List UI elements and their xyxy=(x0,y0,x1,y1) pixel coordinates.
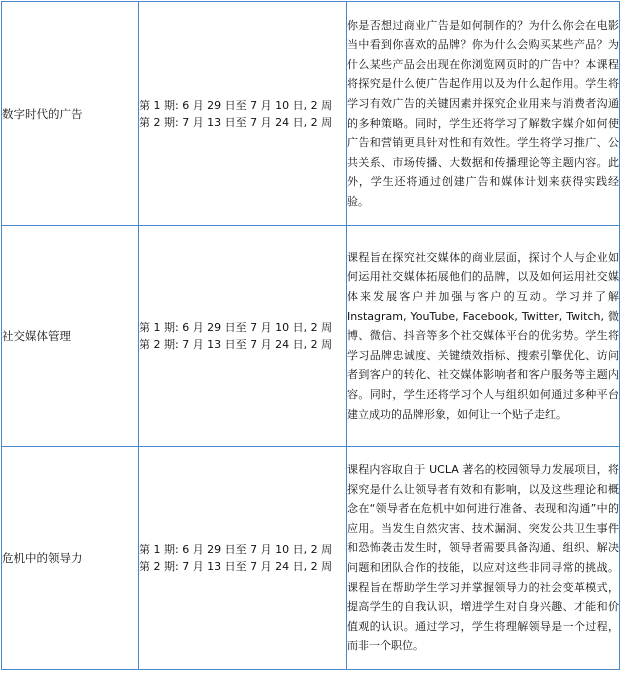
course-description: 课程旨在探究社交媒体的商业层面，探讨个人与企业如何运用社交媒体拓展他们的品牌，以及如何运用社交媒体来发展客户并加强与客户的互动。学习并了解 Instagram, YouTube, Facebook, Twitter, Twitch, 微博、微信、抖音等多个社交媒体平台的优劣势。学生将学习品牌忠诚度、关键绩效指标、搜索引擎优化、访问者到客户的转化、社交媒体影响者和客户服务等主题内容。同时，学生还将学习个人与组织如何通过多种平台建立成功的品牌形象，如何让一个贴子走红。 xyxy=(347,226,620,447)
course-name: 危机中的领导力 xyxy=(2,447,139,670)
table-row xyxy=(2,447,620,670)
table-row xyxy=(2,226,620,447)
session-dates: 第 2 期: 7 月 13 日至 7 月 24 日, 2 周 xyxy=(139,115,333,129)
session-dates: 第 1 期: 6 月 29 日至 7 月 10 日, 2 周 xyxy=(139,98,333,112)
table-row xyxy=(2,2,620,226)
course-name: 数字时代的广告 xyxy=(2,2,139,226)
course-sessions xyxy=(139,2,347,226)
course-description: 课程内容取自于 UCLA 著名的校园领导力发展项目，将探究是什么让领导者有效和有影响，以及这些理论和概念在“领导者在危机中如何进行准备、表现和沟通”中的应用。当发生自然灾害、技术漏洞、突发公共卫生事件和恐怖袭击发生时，领导者需要具备沟通、组织、解决问题和团队合作的技能，以应对这些非同寻常的挑战。课程旨在帮助学生学习并掌握领导力的社会变革模式，提高学生的自我认识，增进学生对自身兴趣、才能和价值观的认识。通过学习，学生将理解领导是一个过程，而非一个职位。 xyxy=(347,447,620,670)
session-dates: 第 2 期: 7 月 13 日至 7 月 24 日, 2 周 xyxy=(139,338,333,351)
session-dates: 第 1 期: 6 月 29 日至 7 月 10 日, 2 周 xyxy=(139,543,333,556)
course-table xyxy=(1,1,620,670)
course-name: 社交媒体管理 xyxy=(2,226,139,447)
session-dates: 第 1 期: 6 月 29 日至 7 月 10 日, 2 周 xyxy=(139,321,333,334)
course-sessions xyxy=(139,447,347,670)
course-description: 你是否想过商业广告是如何制作的？为什么你会在电影当中看到你喜欢的品牌？你为什么会购买某些产品？为什么某些产品会出现在你浏览网页时的广告中？本课程将探究是什么使广告起作用以及为什么起作用。学生将学习有效广告的关键因素并探究企业用来与消费者沟通的多种策略。同时，学生还将学习了解数字媒介如何使广告和营销更具针对性和有效性。学生将学习推广、公共关系、市场传播、大数据和传播理论等主题内容。此外，学生还将通过创建广告和媒体计划来获得实践经验。 xyxy=(347,2,620,226)
course-sessions xyxy=(139,226,347,447)
session-dates: 第 2 期: 7 月 13 日至 7 月 24 日, 2 周 xyxy=(139,560,333,573)
